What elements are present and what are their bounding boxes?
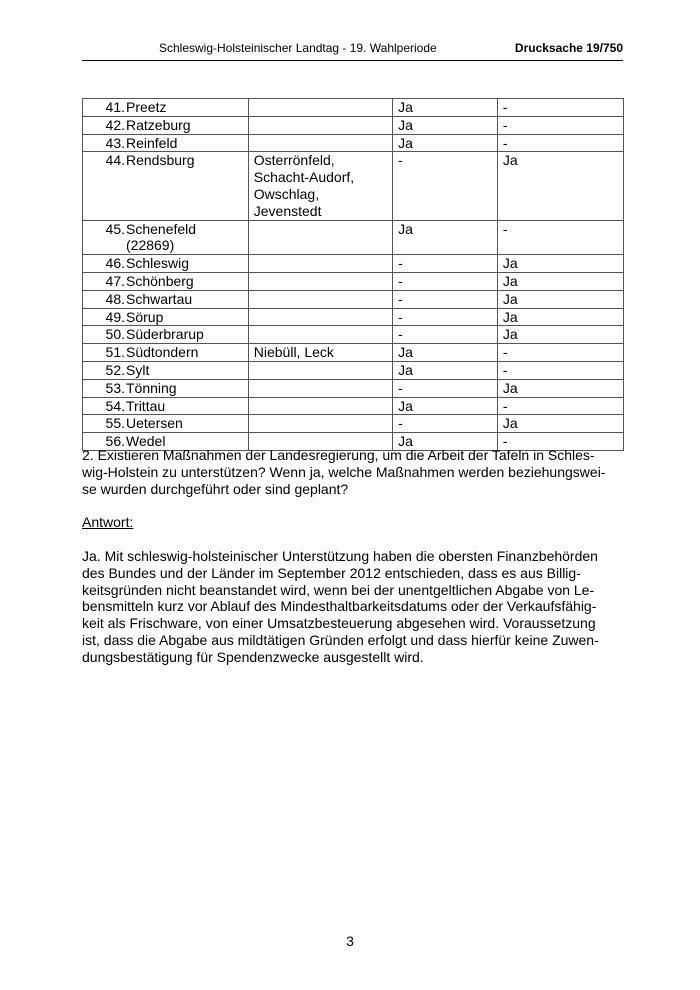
status-cell-2: Ja: [497, 379, 623, 397]
table-row: [83, 152, 624, 220]
table-row: [83, 255, 624, 273]
place-name-line: Schwartau: [126, 290, 193, 307]
answer-line: des Bundes und der Länder im September 2012 entschieden, dass es aus Billig-: [82, 564, 581, 581]
place-cell: [83, 220, 249, 255]
place-name-line: Uetersen: [126, 415, 183, 432]
status-cell-1: Ja: [393, 433, 498, 451]
place-name: [125, 291, 192, 308]
status-cell-2: -: [497, 433, 623, 451]
place-name-line: Ratzeburg: [126, 116, 191, 133]
towns-cell: [248, 326, 392, 344]
row-number: 49.: [105, 308, 125, 325]
table-row: [83, 397, 624, 415]
answer-line: bensmitteln kurz vor Ablauf des Mindesthaltbarkeitsdatums oder der Verkaufsfähig-: [82, 598, 597, 615]
towns-cell: [248, 272, 392, 290]
towns-cell: [248, 290, 392, 308]
place-cell: [83, 379, 249, 397]
place-name-line: Wedel: [126, 433, 166, 450]
status-cell-1: -: [393, 415, 498, 433]
town-line: Owschlag,: [253, 185, 320, 202]
place-name-line: Südtondern: [126, 344, 199, 361]
row-number: 56.: [105, 433, 125, 450]
answer-text: [82, 548, 623, 666]
status-cell-2: Ja: [497, 308, 623, 326]
towns-cell: [248, 99, 392, 117]
place-cell: [83, 99, 249, 117]
row-number: 54.: [105, 397, 125, 414]
page-header: [82, 40, 623, 61]
status-cell-1: Ja: [393, 344, 498, 362]
place-name-line: Preetz: [126, 99, 167, 115]
place-name-line: Süderbrarup: [126, 326, 204, 343]
towns-cell: [248, 255, 392, 273]
place-name-line: Trittau: [126, 397, 166, 414]
place-name: [125, 135, 177, 152]
place-name: [125, 152, 195, 169]
status-cell-2: Ja: [497, 255, 623, 273]
answer-label: Antwort:: [82, 514, 134, 530]
status-cell-2: -: [497, 99, 623, 117]
town-line: Schacht-Audorf,: [253, 169, 355, 186]
status-cell-2: -: [497, 344, 623, 362]
status-cell-1: Ja: [393, 116, 498, 134]
table-row: [83, 134, 624, 152]
towns-cell: [248, 361, 392, 379]
place-name: [125, 255, 189, 272]
table-row: [83, 344, 624, 362]
place-cell: [83, 344, 249, 362]
status-cell-1: Ja: [393, 220, 498, 255]
answer-line: ist, dass die Abgabe aus mildtätigen Gründen erfolgt und dass hierfür keine Zuwen-: [82, 631, 599, 648]
document-number: Drucksache 19/750: [514, 41, 623, 55]
towns-cell: [248, 152, 392, 220]
status-cell-2: Ja: [497, 152, 623, 220]
place-cell: [83, 116, 249, 134]
question-line: se wurden durchgeführt oder sind geplant?: [82, 480, 349, 497]
place-name: [125, 117, 191, 134]
status-cell-1: -: [393, 326, 498, 344]
status-cell-1: -: [393, 308, 498, 326]
town-line: Niebüll, Leck: [253, 344, 334, 361]
towns-cell: [248, 397, 392, 415]
header-title: Schleswig-Holsteinischer Landtag - 19. Wahlperiode: [159, 41, 437, 55]
answer-line: Ja. Mit schleswig-holsteinischer Unterstützung haben die obersten Finanzbehörden: [82, 548, 598, 564]
answer-line: keit als Frischware, von einer Umsatzbesteuerung abgesehen wird. Voraussetzung: [82, 615, 596, 632]
row-number: 53.: [105, 379, 125, 396]
status-cell-1: -: [393, 255, 498, 273]
row-number: 41.: [105, 99, 125, 115]
status-cell-2: Ja: [497, 290, 623, 308]
answer-line: dungsbestätigung für Spendenzwecke ausgestellt wird.: [82, 648, 424, 665]
place-name: [125, 344, 198, 361]
place-name-line: Schenefeld: [126, 220, 197, 237]
place-cell: [83, 326, 249, 344]
status-cell-2: -: [497, 397, 623, 415]
row-number: 43.: [105, 134, 125, 151]
status-cell-1: Ja: [393, 99, 498, 117]
place-name: [125, 415, 183, 432]
place-cell: [83, 272, 249, 290]
status-cell-2: Ja: [497, 326, 623, 344]
town-line: Osterrönfeld,: [253, 152, 335, 169]
table-row: [83, 116, 624, 134]
question-line: wig-Holstein zu unterstützen? Wenn ja, welche Maßnahmen werden beziehungswei-: [82, 463, 606, 480]
row-number: 52.: [105, 361, 125, 378]
towns-cell: [248, 344, 392, 362]
place-name-line: Schleswig: [126, 255, 190, 272]
answer-line: keitsgründen nicht beanstandet wird, wenn bei der unentgeltlichen Abgabe von Le-: [82, 581, 595, 598]
status-cell-2: Ja: [497, 272, 623, 290]
place-name-line: Sylt: [126, 361, 150, 378]
status-cell-1: Ja: [393, 361, 498, 379]
towns-cell: [248, 220, 392, 255]
status-cell-1: -: [393, 152, 498, 220]
place-name: [125, 221, 196, 255]
towns-cell: [248, 134, 392, 152]
row-number: 55.: [105, 415, 125, 432]
place-cell: [83, 397, 249, 415]
place-cell: [83, 152, 249, 220]
row-number: 48.: [105, 290, 125, 307]
status-cell-2: -: [497, 220, 623, 255]
place-name-line: Sörup: [126, 308, 164, 325]
towns-cell: [248, 415, 392, 433]
place-name-line: Tönning: [126, 379, 177, 396]
question-text: [82, 447, 623, 497]
table-row: [83, 415, 624, 433]
town-line: Jevenstedt: [253, 202, 322, 219]
status-cell-1: Ja: [393, 134, 498, 152]
status-cell-1: -: [393, 290, 498, 308]
table-row: [83, 326, 624, 344]
row-number: 42.: [105, 116, 125, 133]
place-name-line: Reinfeld: [126, 134, 178, 151]
row-number: 45.: [105, 220, 125, 237]
place-name: [125, 380, 177, 397]
towns-cell: [248, 308, 392, 326]
place-name: [125, 398, 165, 415]
status-cell-2: -: [497, 116, 623, 134]
place-name: [125, 362, 149, 379]
towns-cell: [248, 379, 392, 397]
question-line: 2. Existieren Maßnahmen der Landesregierung, um die Arbeit der Tafeln in Schles-: [82, 447, 595, 463]
place-cell: [83, 361, 249, 379]
table-row: [83, 308, 624, 326]
place-name: [125, 99, 166, 116]
place-name: [125, 309, 163, 326]
table-row: [83, 272, 624, 290]
status-cell-2: -: [497, 361, 623, 379]
row-number: 50.: [105, 326, 125, 343]
status-cell-1: -: [393, 379, 498, 397]
place-cell: [83, 134, 249, 152]
status-cell-1: Ja: [393, 397, 498, 415]
row-number: 47.: [105, 272, 125, 289]
place-cell: [83, 415, 249, 433]
row-number: 46.: [105, 255, 125, 272]
table-row: [83, 99, 624, 117]
place-cell: [83, 290, 249, 308]
place-name: [125, 273, 194, 290]
table-row: [83, 379, 624, 397]
row-number: 51.: [105, 344, 125, 361]
place-name-line: Schönberg: [126, 272, 194, 289]
status-cell-2: -: [497, 134, 623, 152]
municipality-table: [82, 98, 624, 451]
place-cell: [83, 308, 249, 326]
place-name: [125, 326, 204, 343]
table-row: [83, 361, 624, 379]
table-row: [83, 220, 624, 255]
page-number: 3: [346, 933, 354, 949]
towns-cell: [248, 116, 392, 134]
place-name-line: Rendsburg: [126, 152, 195, 169]
table-row: [83, 290, 624, 308]
status-cell-1: -: [393, 272, 498, 290]
status-cell-2: Ja: [497, 415, 623, 433]
row-number: 44.: [105, 152, 125, 169]
place-cell: [83, 255, 249, 273]
place-name-line: (22869): [126, 237, 175, 254]
